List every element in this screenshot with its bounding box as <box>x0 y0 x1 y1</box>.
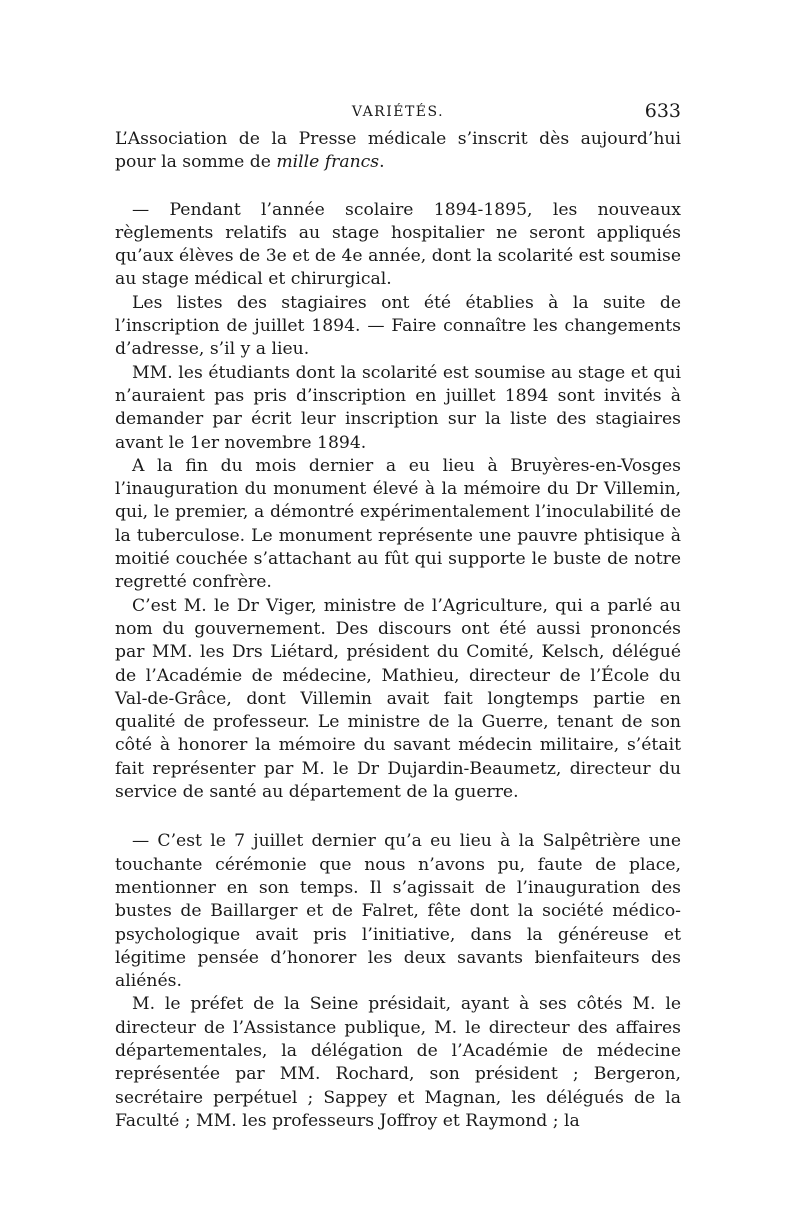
paragraph-stagiaire-lists: Les listes des stagiaires ont été établies à la suite de l’inscription de juillet 1894. — Faire connaître les changements d’adresse, s’il y a lieu. <box>115 292 681 360</box>
paragraph-association-donation <box>115 128 681 175</box>
emphasized-amount: mille francs <box>276 152 380 173</box>
page-number: 633 <box>644 100 681 122</box>
running-head <box>115 100 681 124</box>
paragraph-text: L’Association de la Presse médicale s’inscrit dès aujourd’hui pour la somme de <box>115 129 681 173</box>
paragraph-text: . <box>379 152 385 173</box>
paragraph-villemin-monument: A la fin du mois dernier a eu lieu à Bruyères-en-Vosges l’inauguration du monument élevé à la mémoire du Dr Villemin, qui, le premier, a démontré expérimentalement l’inoculabilité de la tuberculose. Le monument représente une pauvre phtisique à moitié couchée s’attachant au fût qui supporte le buste de notre regretté confrère. <box>115 455 681 593</box>
section-gap <box>115 175 681 199</box>
paragraph-stage-rules: — Pendant l’année scolaire 1894-1895, les nouveaux règlements relatifs au stage hospitalier ne seront appliqués qu’aux élèves de 3e et de 4e année, dont la scolarité est soumise au stage médical et chirurgical. <box>115 199 681 290</box>
section-gap <box>115 804 681 830</box>
paragraph-salpetriere-ceremony: — C’est le 7 juillet dernier qu’a eu lieu à la Salpêtrière une touchante cérémonie que nous n’avons pu, faute de place, mentionner en son temps. Il s’agissait de l’inauguration des bustes de Baillarger et de Falret, fête dont la société médico-psychologique avait pris l’initiative, dans la généreuse et légitime pensée d’honorer les deux savants bienfaiteurs des aliénés. <box>115 831 681 992</box>
running-title: VARIÉTÉS. <box>351 104 445 120</box>
paragraph-prefet-presided: M. le préfet de la Seine présidait, ayant à ses côtés M. le directeur de l’Assistance publique, M. le directeur des affaires départementales, la délégation de l’Académie de médecine représentée par MM. Rochard, son président ; Bergeron, secrétaire perpétuel ; Sappey et Magnan, les délégués de la Faculté ; MM. les professeurs Joffroy et Raymond ; la <box>115 994 681 1131</box>
body-text <box>115 128 681 1133</box>
paragraph-viger-speech: C’est M. le Dr Viger, ministre de l’Agriculture, qui a parlé au nom du gouvernement. Des discours ont été aussi prononcés par MM. les Drs Liétard, président du Comité, Kelsch, délégué de l’Académie de médecine, Mathieu, directeur de l’École du Val-de-Grâce, dont Villemin avait fait longtemps partie en qualité de professeur. Le ministre de la Guerre, tenant de son côté à honorer la mémoire du savant médecin militaire, s’était fait représenter par M. le Dr Dujardin-Beaumetz, directeur du service de santé au département de la guerre. <box>115 595 681 803</box>
paragraph-students-invited: MM. les étudiants dont la scolarité est soumise au stage et qui n’auraient pas pris d’inscription en juillet 1894 sont invités à demander par écrit leur inscription sur la liste des stagiaires avant le 1er novembre 1894. <box>115 362 681 453</box>
